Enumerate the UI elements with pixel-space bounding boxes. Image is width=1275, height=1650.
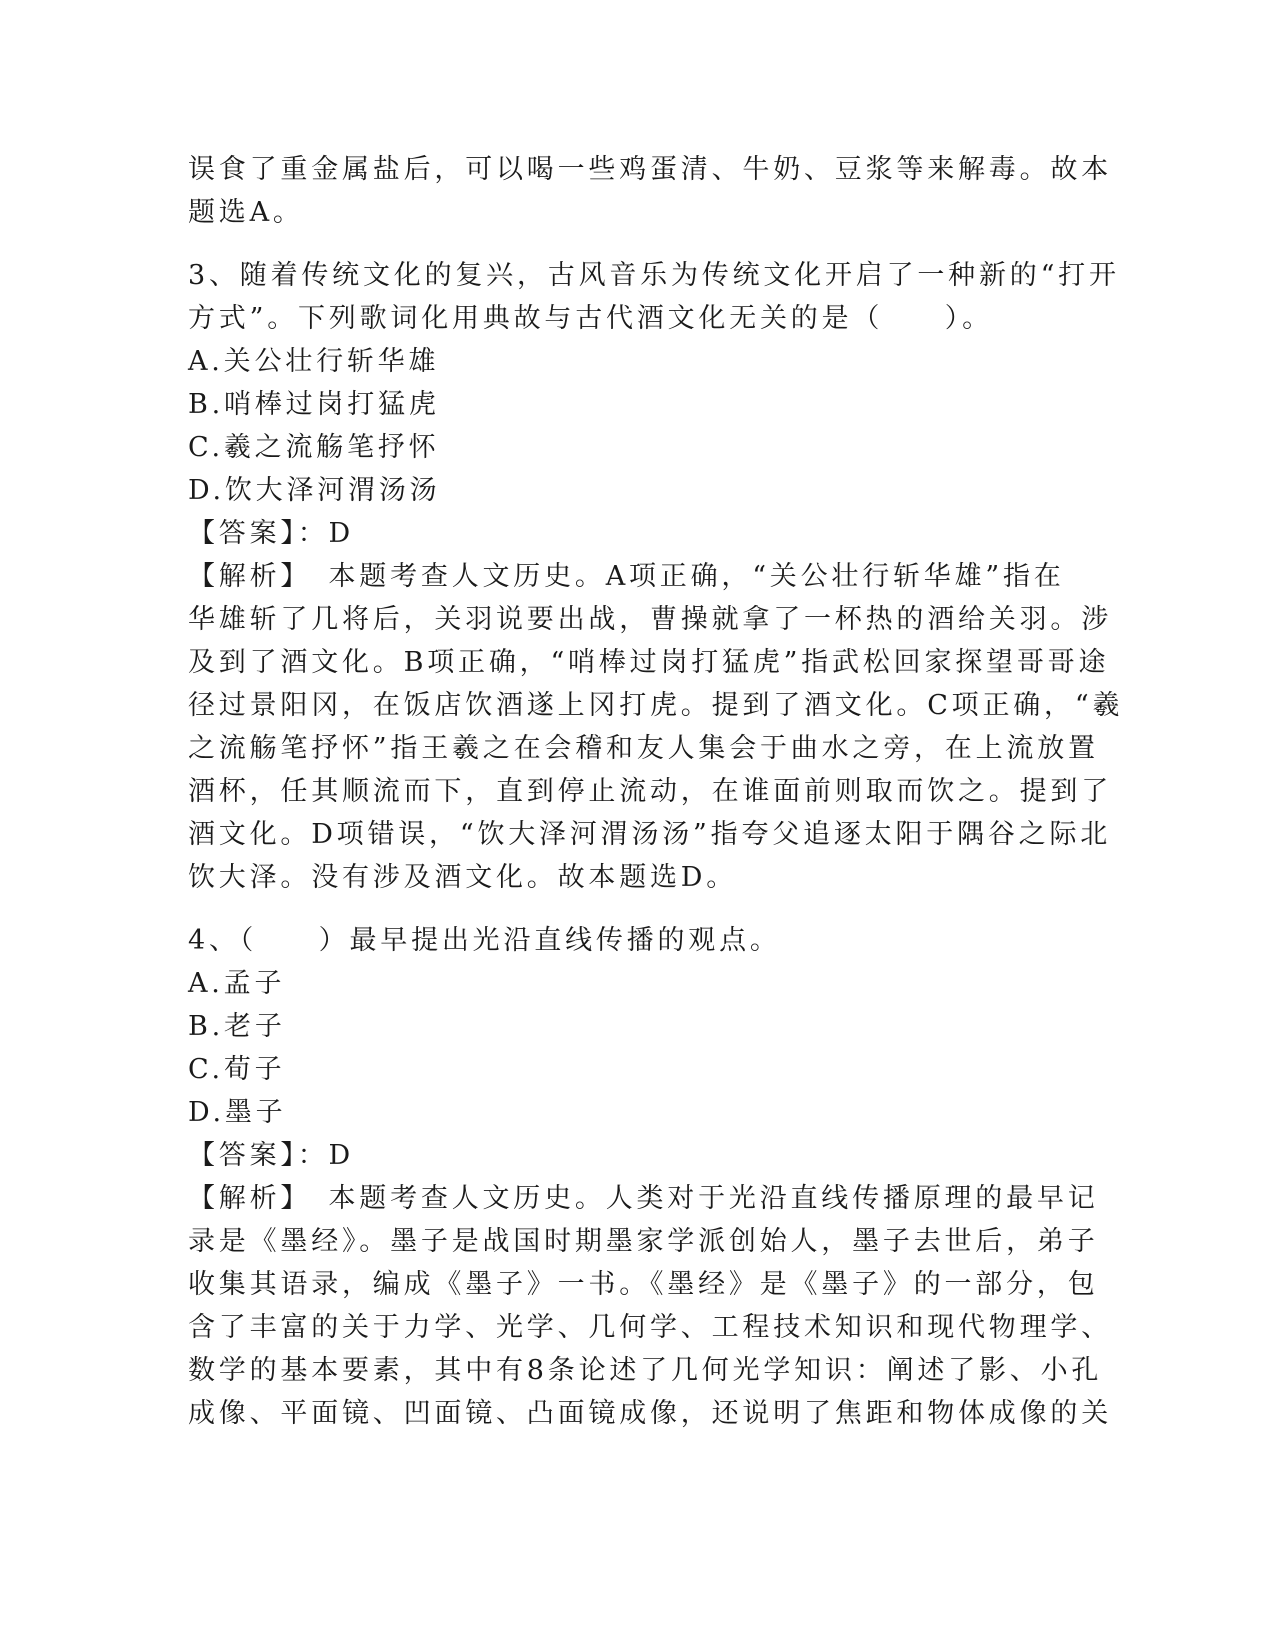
option-d: D.墨子 [188, 1097, 287, 1128]
text-line: 题选A。 [188, 197, 304, 228]
explanation-line: 饮大泽。没有涉及酒文化。故本题选D。 [188, 862, 738, 893]
explanation-line: 收集其语录，编成《墨子》一书。《墨经》是《墨子》的一部分，包 [188, 1269, 1099, 1300]
option-b: B.老子 [188, 1011, 286, 1042]
explanation-line: 及到了酒文化。B项正确，“哨棒过岗打猛虎”指武松回家探望哥哥途 [188, 647, 1110, 678]
question-4 [188, 919, 1112, 1435]
explanation-line: 成像、平面镜、凹面镜、凸面镜成像，还说明了焦距和物体成像的关 [188, 1398, 1112, 1429]
answer: 【答案】：D [188, 518, 354, 549]
option-a: A.孟子 [188, 968, 286, 999]
option-c: C.荀子 [188, 1054, 286, 1085]
option-b: B.哨棒过岗打猛虎 [188, 389, 440, 420]
explanation-line: 【解析】 本题考查人文历史。A项正确，“关公壮行斩华雄”指在 [188, 561, 1065, 592]
explanation-line: 之流觞笔抒怀”指王羲之在会稽和友人集会于曲水之旁，在上流放置 [188, 733, 1099, 764]
option-d: D.饮大泽河渭汤汤 [188, 475, 441, 506]
document-page [188, 148, 1124, 1435]
option-a: A.关公壮行斩华雄 [188, 346, 440, 377]
question-3 [188, 254, 1124, 899]
explanation-line: 含了丰富的关于力学、光学、几何学、工程技术知识和现代物理学、 [188, 1312, 1112, 1343]
text-line: 误食了重金属盐后，可以喝一些鸡蛋清、牛奶、豆浆等来解毒。故本 [188, 154, 1112, 185]
explanation-line: 数学的基本要素，其中有8条论述了几何光学知识：阐述了影、小孔 [188, 1355, 1103, 1386]
answer: 【答案】：D [188, 1140, 354, 1171]
explanation-line: 酒杯，任其顺流而下，直到停止流动，在谁面前则取而饮之。提到了 [188, 776, 1112, 807]
previous-explanation [188, 148, 1112, 234]
question-stem: 4、（ ）最早提出光沿直线传播的观点。 [188, 925, 781, 956]
explanation-line: 酒文化。D项错误，“饮大泽河渭汤汤”指夸父追逐太阳于隅谷之际北 [188, 819, 1112, 850]
question-stem: 3、随着传统文化的复兴，古风音乐为传统文化开启了一种新的“打开 [188, 260, 1120, 291]
explanation-line: 【解析】 本题考查人文历史。人类对于光沿直线传播原理的最早记 [188, 1183, 1099, 1214]
option-c: C.羲之流觞笔抒怀 [188, 432, 440, 463]
explanation-line: 华雄斩了几将后，关羽说要出战，曹操就拿了一杯热的酒给关羽。涉 [188, 604, 1112, 635]
question-stem: 方式”。下列歌词化用典故与古代酒文化无关的是（ ）。 [188, 303, 993, 334]
explanation-line: 径过景阳冈，在饭店饮酒遂上冈打虎。提到了酒文化。C项正确，“羲 [188, 690, 1124, 721]
explanation-line: 录是《墨经》。墨子是战国时期墨家学派创始人，墨子去世后，弟子 [188, 1226, 1099, 1257]
